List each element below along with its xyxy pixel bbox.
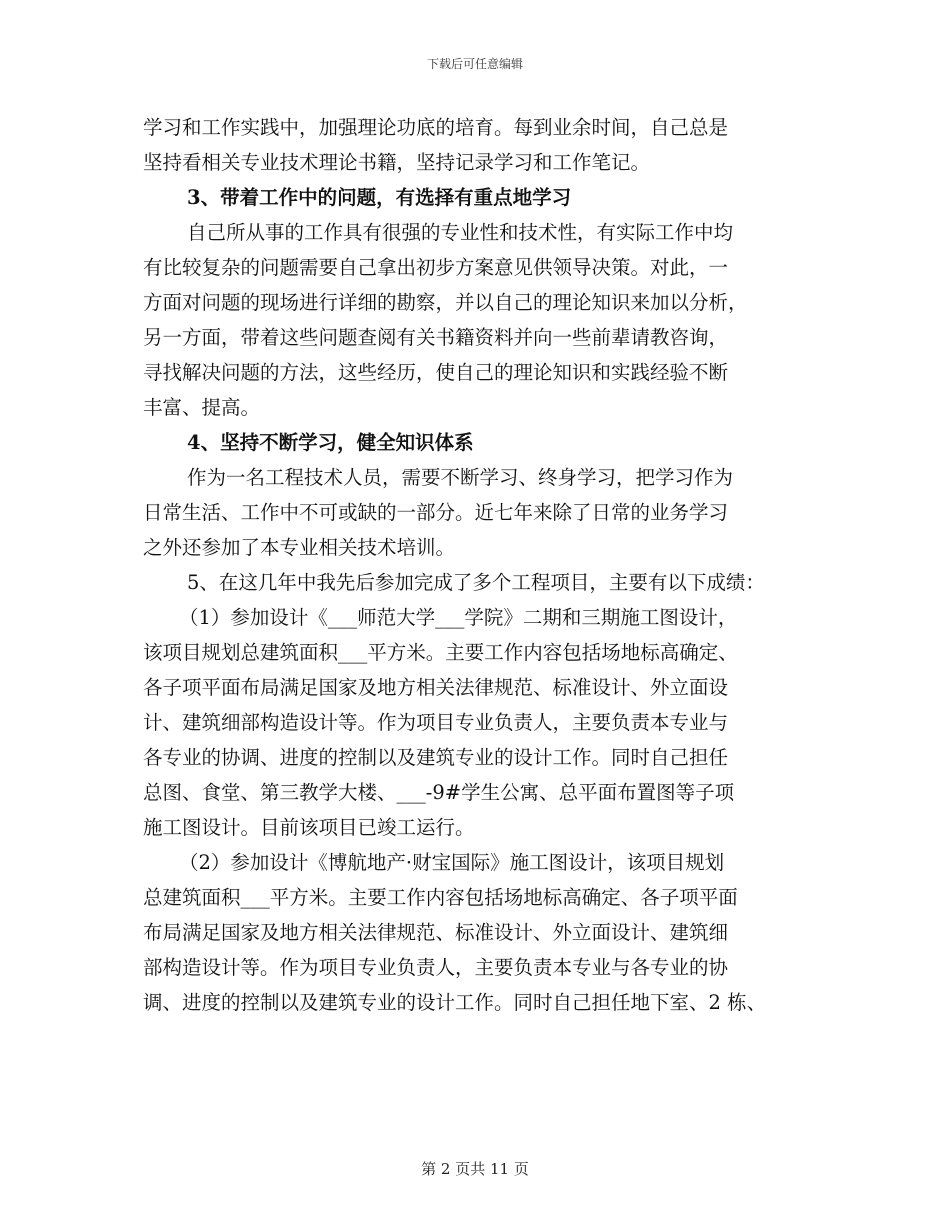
paragraph-line: 该项目规划总建筑面积___平方米。主要工作内容包括场地标高确定、	[143, 641, 738, 664]
paragraph-line: 部构造设计等。作为项目专业负责人，主要负责本专业与各专业的协	[143, 956, 729, 979]
paragraph-line: 各专业的协调、进度的控制以及建筑专业的设计工作。同时自己担任	[143, 746, 729, 769]
section-heading-4: 4、坚持不断学习，健全知识体系	[187, 431, 474, 454]
paragraph-line: 调、进度的控制以及建筑专业的设计工作。同时自己担任地下室、2 栋、	[143, 991, 767, 1014]
paragraph-line: （1）参加设计《___师范大学___学院》二期和三期施工图设计，	[179, 606, 738, 629]
paragraph-line: 总建筑面积___平方米。主要工作内容包括场地标高确定、各子项平面	[143, 886, 738, 909]
paragraph-line: 另一方面，带着这些问题查阅有关书籍资料并向一些前辈请教咨询，	[143, 326, 729, 349]
paragraph-line: 之外还参加了本专业相关技术培训。	[143, 536, 456, 559]
document-body	[143, 110, 833, 1020]
paragraph-line: 学习和工作实践中，加强理论功底的培育。每到业余时间，自己总是	[143, 116, 729, 139]
paragraph-line: 施工图设计。目前该项目已竣工运行。	[143, 816, 475, 839]
page-footer: 第 2 页共 11 页	[421, 1160, 529, 1178]
paragraph-line: 自己所从事的工作具有很强的专业性和技术性，有实际工作中均	[187, 221, 734, 244]
paragraph-line: 日常生活、工作中不可或缺的一部分。近七年来除了日常的业务学习	[143, 501, 729, 524]
paragraph-line: 5、在这几年中我先后参加完成了多个工程项目，主要有以下成绩：	[187, 571, 765, 594]
paragraph-line: 各子项平面布局满足国家及地方相关法律规范、标准设计、外立面设	[143, 676, 729, 699]
paragraph-line: 寻找解决问题的方法，这些经历，使自己的理论知识和实践经验不断	[143, 361, 729, 384]
paragraph-line: 坚持看相关专业技术理论书籍，坚持记录学习和工作笔记。	[143, 151, 651, 174]
paragraph-line: 总图、食堂、第三教学大楼、___-9#学生公寓、总平面布置图等子项	[143, 781, 735, 804]
paragraph-line: 计、建筑细部构造设计等。作为项目专业负责人，主要负责本专业与	[143, 711, 729, 734]
section-heading-3: 3、带着工作中的问题，有选择有重点地学习	[187, 186, 572, 209]
paragraph-line: （2）参加设计《博航地产·财宝国际》施工图设计，该项目规划	[179, 851, 725, 874]
paragraph-line: 方面对问题的现场进行详细的勘察，并以自己的理论知识来加以分析，	[143, 291, 748, 314]
paragraph-line: 作为一名工程技术人员，需要不断学习、终身学习，把学习作为	[187, 466, 734, 489]
page-header: 下载后可任意编辑	[426, 57, 523, 71]
paragraph-line: 有比较复杂的问题需要自己拿出初步方案意见供领导决策。对此，一	[143, 256, 729, 279]
paragraph-line: 丰富、提高。	[143, 396, 261, 419]
paragraph-line: 布局满足国家及地方相关法律规范、标准设计、外立面设计、建筑细	[143, 921, 729, 944]
